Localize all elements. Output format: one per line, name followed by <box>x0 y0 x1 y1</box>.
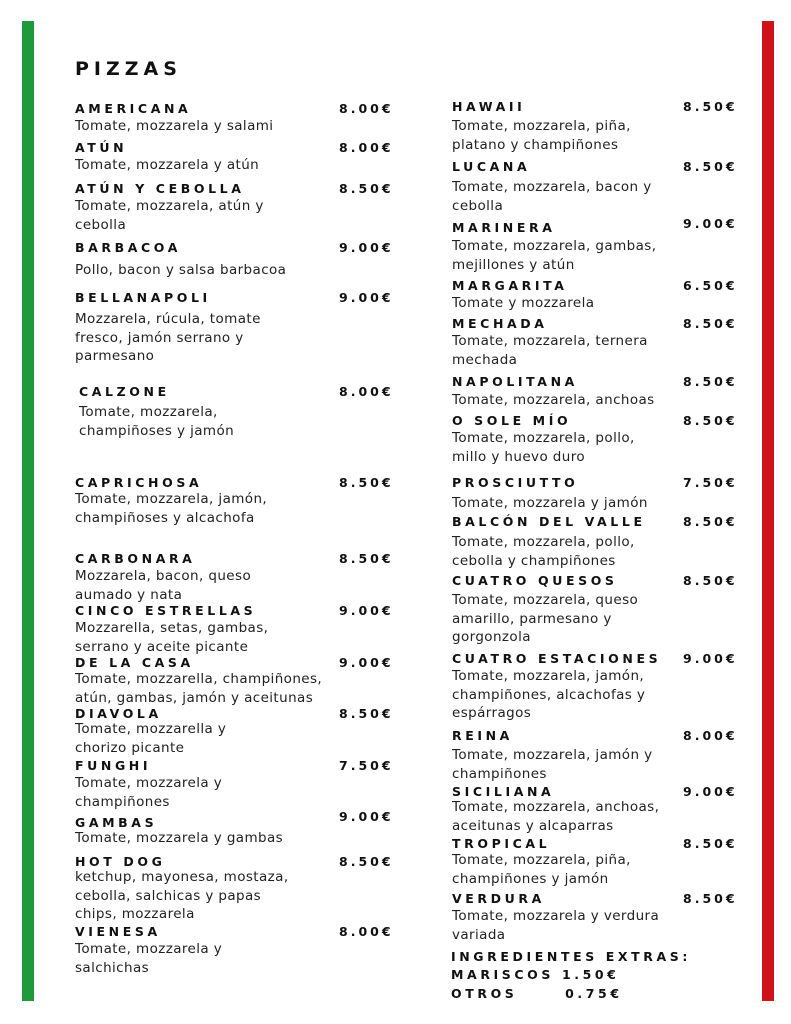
pizza-price: 8.50€ <box>683 836 738 851</box>
pizza-price: 8.00€ <box>339 924 394 939</box>
pizza-price: 8.50€ <box>339 181 394 196</box>
pizza-name: PROSCIUTTO <box>452 475 579 490</box>
pizza-name: TROPICAL <box>452 836 551 851</box>
pizza-description: Tomate, mozzarela, champiñoses y jamón <box>79 404 235 439</box>
pizza-price: 8.50€ <box>683 891 738 906</box>
pizza-description: Tomate, mozzarela y atún <box>75 157 260 173</box>
pizza-price: 9.00€ <box>339 290 394 305</box>
pizza-description: Tomate y mozzarela <box>452 295 595 311</box>
pizza-name: LUCANA <box>452 159 531 174</box>
pizza-name: DIAVOLA <box>75 706 162 721</box>
pizza-name: HAWAII <box>452 99 526 114</box>
pizza-name: GAMBAS <box>75 815 158 830</box>
pizza-description: Tomate, mozzarela, anchoas <box>452 392 655 408</box>
pizza-price: 8.00€ <box>683 728 738 743</box>
pizza-price: 9.00€ <box>339 603 394 618</box>
pizza-name: BALCÓN DEL VALLE <box>452 514 646 529</box>
pizza-description: Tomate, mozzarela, piña, platano y champiñones <box>452 118 631 153</box>
pizza-description: Tomate, mozzarella, champiñones, atún, gambas, jamón y aceitunas <box>75 671 323 706</box>
pizza-price: 7.50€ <box>339 758 394 773</box>
pizza-description: Tomate, mozzarela y champiñones <box>75 775 223 810</box>
pizza-description: Tomate, mozzarela, queso amarillo, parmesano y gorgonzola <box>452 592 639 645</box>
pizza-name: O SOLE MÍO <box>452 413 572 428</box>
pizza-name: SICILIANA <box>452 784 555 799</box>
pizza-price: 8.50€ <box>683 159 738 174</box>
pizza-price: 8.50€ <box>339 706 394 721</box>
page-title: PIZZAS <box>75 58 182 80</box>
pizza-description: Tomate, mozzarela, atún y cebolla <box>75 198 264 233</box>
pizza-description: Tomate, mozzarela, piña, champiñones y jamón <box>452 852 631 887</box>
pizza-price: 9.00€ <box>339 655 394 670</box>
pizza-name: HOT DOG <box>75 854 166 869</box>
pizza-description: Tomate, mozzarela, bacon y cebolla <box>452 179 652 214</box>
pizza-price: 8.50€ <box>683 316 738 331</box>
pizza-name: FUNGHI <box>75 758 152 773</box>
pizza-price: 7.50€ <box>683 475 738 490</box>
pizza-description: Tomate, mozzarela y salchichas <box>75 941 223 976</box>
italian-flag-red-stripe <box>762 21 774 1001</box>
pizza-name: ATÚN Y CEBOLLA <box>75 181 245 196</box>
extras-heading: INGREDIENTES EXTRAS: <box>451 949 691 964</box>
pizza-name: NAPOLITANA <box>452 374 578 389</box>
pizza-price: 9.00€ <box>683 651 738 666</box>
pizza-description: ketchup, mayonesa, mostaza, cebolla, salchicas y papas chips, mozzarela <box>75 869 289 922</box>
extras-mariscos: MARISCOS 1.50€ <box>451 967 620 982</box>
pizza-name: MECHADA <box>452 316 548 331</box>
pizza-description: Pollo, bacon y salsa barbacoa <box>75 262 287 278</box>
pizza-name: VIENESA <box>75 924 161 939</box>
pizza-name: BELLANAPOLI <box>75 290 211 305</box>
pizza-description: Tomate, mozzarela y jamón <box>452 495 648 511</box>
pizza-name: AMERICANA <box>75 101 192 116</box>
pizza-name: CINCO ESTRELLAS <box>75 603 257 618</box>
pizza-description: Tomate, mozzarela, anchoas, aceitunas y alcaparras <box>452 799 660 834</box>
pizza-description: Tomate, mozzarela, pollo, millo y huevo duro <box>452 430 635 465</box>
pizza-name: CUATRO ESTACIONES <box>452 651 662 666</box>
pizza-description: Tomate, mozzarela y verdura variada <box>452 908 660 943</box>
pizza-name: MARINERA <box>452 220 556 235</box>
italian-flag-green-stripe <box>22 21 34 1001</box>
pizza-description: Tomate, mozzarela, jamón y champiñones <box>452 747 653 782</box>
extras-otros: OTROS 0.75€ <box>451 986 623 1001</box>
pizza-price: 9.00€ <box>683 784 738 799</box>
pizza-name: CARBONARA <box>75 551 196 566</box>
pizza-name: REINA <box>452 728 513 743</box>
pizza-name: CAPRICHOSA <box>75 475 203 490</box>
pizza-price: 9.00€ <box>683 216 738 231</box>
pizza-price: 8.50€ <box>339 475 394 490</box>
pizza-price: 9.00€ <box>339 240 394 255</box>
pizza-name: BARBACOA <box>75 240 181 255</box>
pizza-description: Tomate, mozzarella y chorizo picante <box>75 721 227 756</box>
pizza-price: 8.50€ <box>683 573 738 588</box>
pizza-description: Mozzarella, setas, gambas, serrano y aceite picante <box>75 620 269 655</box>
pizza-price: 8.50€ <box>339 551 394 566</box>
pizza-price: 8.00€ <box>339 101 394 116</box>
pizza-price: 8.50€ <box>683 99 738 114</box>
pizza-name: VERDURA <box>452 891 545 906</box>
pizza-description: Tomate, mozzarela, gambas, mejillones y atún <box>452 238 657 273</box>
pizza-description: Tomate, mozzarela y gambas <box>75 830 284 846</box>
pizza-description: Mozzarela, rúcula, tomate fresco, jamón serrano y parmesano <box>75 311 261 364</box>
pizza-price: 8.00€ <box>339 140 394 155</box>
pizza-name: MARGARITA <box>452 278 568 293</box>
pizza-price: 8.50€ <box>683 374 738 389</box>
pizza-price: 8.50€ <box>683 514 738 529</box>
pizza-price: 6.50€ <box>683 278 738 293</box>
pizza-price: 8.50€ <box>339 854 394 869</box>
pizza-description: Tomate, mozzarela, jamón, champiñones, alcachofas y espárragos <box>452 668 646 721</box>
pizza-name: CUATRO QUESOS <box>452 573 618 588</box>
pizza-price: 8.00€ <box>339 384 394 399</box>
pizza-price: 9.00€ <box>339 809 394 824</box>
pizza-description: Tomate, mozzarela, ternera mechada <box>452 333 648 368</box>
pizza-price: 8.50€ <box>683 413 738 428</box>
pizza-description: Tomate, mozzarela y salami <box>75 118 274 134</box>
pizza-name: ATÚN <box>75 140 128 155</box>
pizza-description: Tomate, mozzarela, pollo, cebolla y champiñones <box>452 534 635 569</box>
pizza-description: Tomate, mozzarela, jamón, champiñoses y alcachofa <box>75 491 268 526</box>
pizza-name: DE LA CASA <box>75 655 194 670</box>
pizza-name: CALZONE <box>79 384 170 399</box>
pizza-description: Mozzarela, bacon, queso aumado y nata <box>75 568 252 603</box>
